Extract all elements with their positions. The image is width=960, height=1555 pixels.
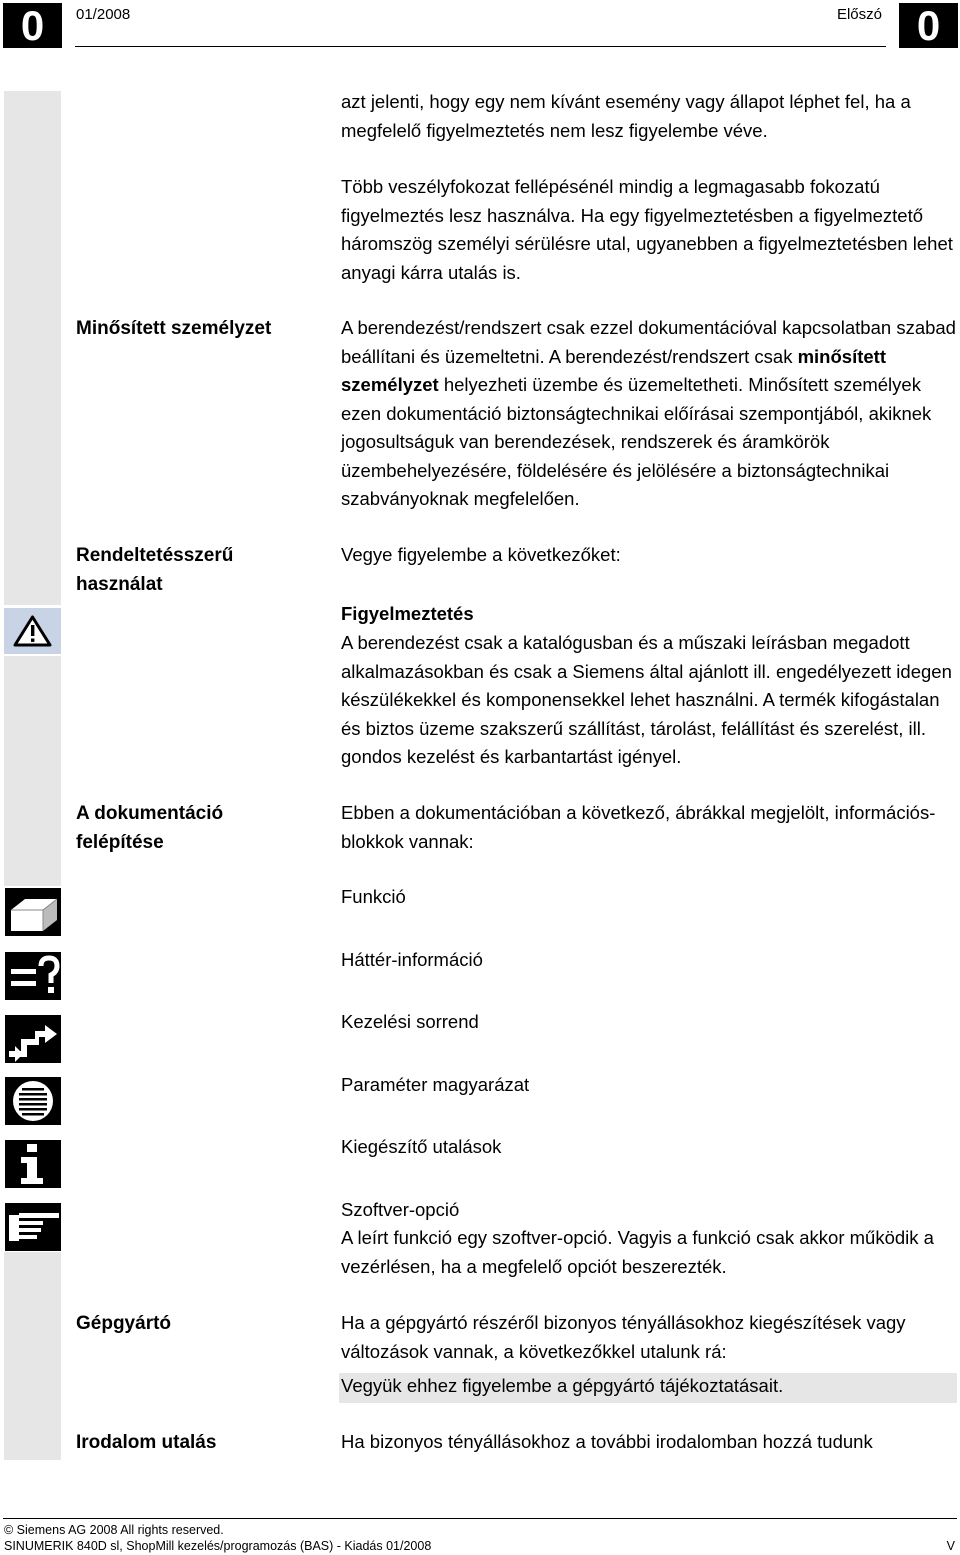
qualified-text-bold: minősített személyzet bbox=[341, 345, 886, 395]
info-block-label-function: Funkció bbox=[341, 886, 406, 907]
software-option-description: A leírt funkció egy szoftver-opció. Vagyis a funkció csak akkor működik a vezérlésen, ha a megfelelő opciót beszerezték. bbox=[341, 1227, 934, 1277]
doc-structure-title-line1: A dokumentáció bbox=[76, 803, 224, 824]
step-arrows-icon bbox=[5, 1015, 61, 1063]
literature-text: Ha bizonyos tényállásokhoz a további irodalomban hozzá tudunk bbox=[341, 1431, 873, 1452]
parameter-list-icon bbox=[5, 1077, 61, 1125]
chapter-number-box-left: 0 bbox=[3, 3, 62, 48]
doc-structure-title-line2: felépítése bbox=[76, 832, 164, 853]
margin-bar bbox=[4, 1252, 61, 1460]
warning-text: A berendezést csak a katalógusban és a műszaki leírásban megadott alkalmazásokban és csak a Siemens által ajánlott ill. engedélyezett idegen készülékekkel és komponensekkel lehet használni. A termék kifogástalan és biztos üzeme szakszerű szállítást, tárolást, felállítást és szerelést, ill. gondos kezelést és karbantartást igényel. bbox=[341, 632, 952, 767]
header-section-title: Előszó bbox=[836, 6, 882, 23]
pointing-hand-icon bbox=[5, 1203, 61, 1251]
info-block-label-operating-sequence: Kezelési sorrend bbox=[341, 1011, 479, 1032]
intro-paragraph-1: azt jelenti, hogy egy nem kívánt esemény vagy állapot léphet fel, ha a megfelelő figyelmeztetés nem lesz figyelembe véve. bbox=[341, 91, 911, 141]
info-block-label-background: Háttér-információ bbox=[341, 949, 483, 970]
doc-structure-intro: Ebben a dokumentációban a következő, ábrákkal megjelölt, információs-blokkok vannak: bbox=[341, 802, 936, 852]
margin-bar bbox=[4, 91, 61, 605]
info-block-label-notes: Kiegészítő utalások bbox=[341, 1136, 502, 1157]
margin-bar bbox=[4, 656, 61, 886]
warning-triangle-icon bbox=[4, 608, 61, 654]
footer-document-title: SINUMERIK 840D sl, ShopMill kezelés/programozás (BAS) - Kiadás 01/2008 bbox=[4, 1539, 432, 1553]
info-icon bbox=[5, 1140, 61, 1188]
manufacturer-text: Ha a gépgyártó részéről bizonyos tényállásokhoz kiegészítések vagy változások vannak, a következőkkel utalunk rá: bbox=[341, 1312, 906, 1362]
warning-title: Figyelmeztetés bbox=[341, 603, 474, 624]
footer-page-number: V bbox=[946, 1539, 955, 1553]
info-block-label-parameter: Paraméter magyarázat bbox=[341, 1074, 530, 1095]
qualified-text-part1: A berendezést/rendszert csak ezzel dokumentációval kapcsolatban szabad beállítani és üzemeltetni. A berendezést/rendszert csak bbox=[341, 317, 956, 367]
chapter-number-box-right: 0 bbox=[899, 3, 958, 48]
intended-use-intro: Vegye figyelembe a következőket: bbox=[341, 544, 621, 565]
footer-copyright: © Siemens AG 2008 All rights reserved. bbox=[4, 1523, 224, 1537]
qualified-personnel-title: Minősített személyzet bbox=[76, 318, 272, 339]
qualified-text-part2: helyezheti üzembe és üzemeltetheti. Minősített személyek ezen dokumentáció biztonságtechnikai előírásai szempontjából, akiknek jogosultságuk van berendezések, rendszerek és áramkörök üzembehelyezésére, földelésére és jelölésére a biztonságtechnikai szabványoknak megfelelően. bbox=[341, 374, 932, 509]
info-block-label-software-option: Szoftver-opció bbox=[341, 1199, 460, 1220]
qualified-personnel-text bbox=[341, 314, 960, 514]
literature-title: Irodalom utalás bbox=[76, 1432, 217, 1453]
intended-use-title bbox=[76, 541, 233, 599]
footer-rule bbox=[3, 1518, 957, 1519]
intro-paragraph-2: Több veszélyfokozat fellépésénél mindig a legmagasabb fokozatú figyelmeztés lesz használva. Ha egy figyelmeztetésben a figyelmeztető háromszög személyi sérülésre utal, ugyanebben a figyelmeztetésben lehet anyagi kárra utalás is. bbox=[341, 176, 953, 283]
manufacturer-title: Gépgyártó bbox=[76, 1313, 172, 1334]
intended-use-title-line2: használat bbox=[76, 574, 163, 595]
intended-use-title-line1: Rendeltetésszerű bbox=[76, 545, 234, 566]
manufacturer-highlight-text: Vegyük ehhez figyelembe a gépgyártó tájékoztatásait. bbox=[341, 1375, 784, 1396]
cube-icon bbox=[5, 888, 61, 936]
header-rule bbox=[75, 46, 886, 47]
doc-structure-title bbox=[76, 799, 223, 857]
header-date: 01/2008 bbox=[76, 6, 131, 23]
equals-question-icon bbox=[5, 952, 61, 1000]
